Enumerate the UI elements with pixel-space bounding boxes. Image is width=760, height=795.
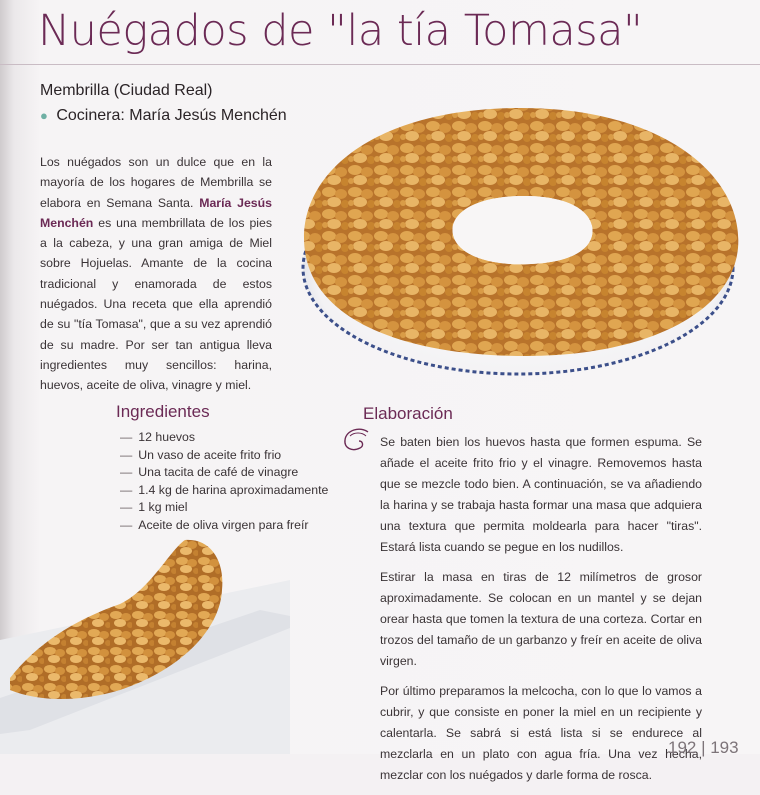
bullet-icon: ● — [40, 108, 48, 123]
cook-line — [40, 107, 287, 125]
ingredient-item: — Una tacita de café de vinagre — [120, 465, 299, 479]
elaboration-paragraph: Por último preparamos la melcocha, con lo que lo vamos a cubrir, y que consiste en poner la miel en un recipiente y calentarla. Se sabrá si está lista si se endurece al mezclarla en un plato con agua fría. Una vez hecha, mezclar con los nuégados y darle forma de rosca. — [380, 684, 702, 782]
rosca-photo — [296, 98, 746, 380]
ingredients-heading: Ingredientes — [116, 402, 210, 421]
ingredient-item: — 12 huevos — [120, 430, 196, 444]
ingredients-list — [120, 429, 328, 534]
elaboration-paragraph: Se baten bien los huevos hasta que formen espuma. Se añade el aceite frito frio y el vinagre. Removemos hasta que se mezcle todo bien. A continuación, se va añadiendo la harina y se trabaja hasta formar una masa que adquiera una textura que permita moldearla para hacer "tiras". Estará lista cuando se pegue en los nudillos. — [380, 435, 702, 554]
swirl-icon — [340, 426, 374, 456]
cook-label: Cocinera: — [56, 107, 125, 124]
rosca-hole — [453, 196, 593, 264]
elaboration-paragraph: Estirar la masa en tiras de 12 milímetros de grosor aproximadamente. Se colocan en un mantel y se dejan orear hasta que tomen la textura de una corteza. Cortar en trozos del tamaño de un garbanzo y freír en aceite de oliva virgen. — [380, 570, 702, 668]
intro-paragraph — [40, 152, 272, 396]
page-title: Nuégados de "la tía Tomasa" — [38, 6, 643, 56]
ingredient-item: — 1.4 kg de harina aproximadamente — [120, 482, 329, 497]
cook-name: María Jesús Menchén — [129, 107, 287, 124]
ingredient-item: — Un vaso de aceite frito frio — [120, 447, 282, 462]
intro-text-1: Los nuégados son un dulce que en la mayoría de los hogares de Membrilla se elabora en Semana Santa. — [40, 155, 272, 210]
elaboration-text — [380, 432, 702, 795]
ingredient-item: — Aceite de oliva virgen para freír — [120, 517, 309, 532]
elaboration-heading: Elaboración — [363, 404, 453, 423]
title-divider — [0, 64, 760, 65]
page-numbers: 192 | 193 — [668, 738, 739, 757]
recipe-location: Membrilla (Ciudad Real) — [40, 82, 213, 99]
slice-photo — [0, 520, 290, 754]
ingredient-item: — 1 kg miel — [120, 500, 188, 514]
intro-highlight-name: María Jesús Menchén — [40, 195, 272, 230]
intro-text-2: es una membrillata de los pies a la cabeza, y una gran amiga de Miel sobre Hojuelas. Amante de la cocina tradicional y enamorada de estos nuégados. Una receta que ella aprendió de su "tía Tomasa", que a su vez aprendió de su madre. Por ser tan antigua lleva ingredientes muy sencillos: harina, huevos, aceite de oliva, vinagre y miel. — [40, 215, 272, 393]
